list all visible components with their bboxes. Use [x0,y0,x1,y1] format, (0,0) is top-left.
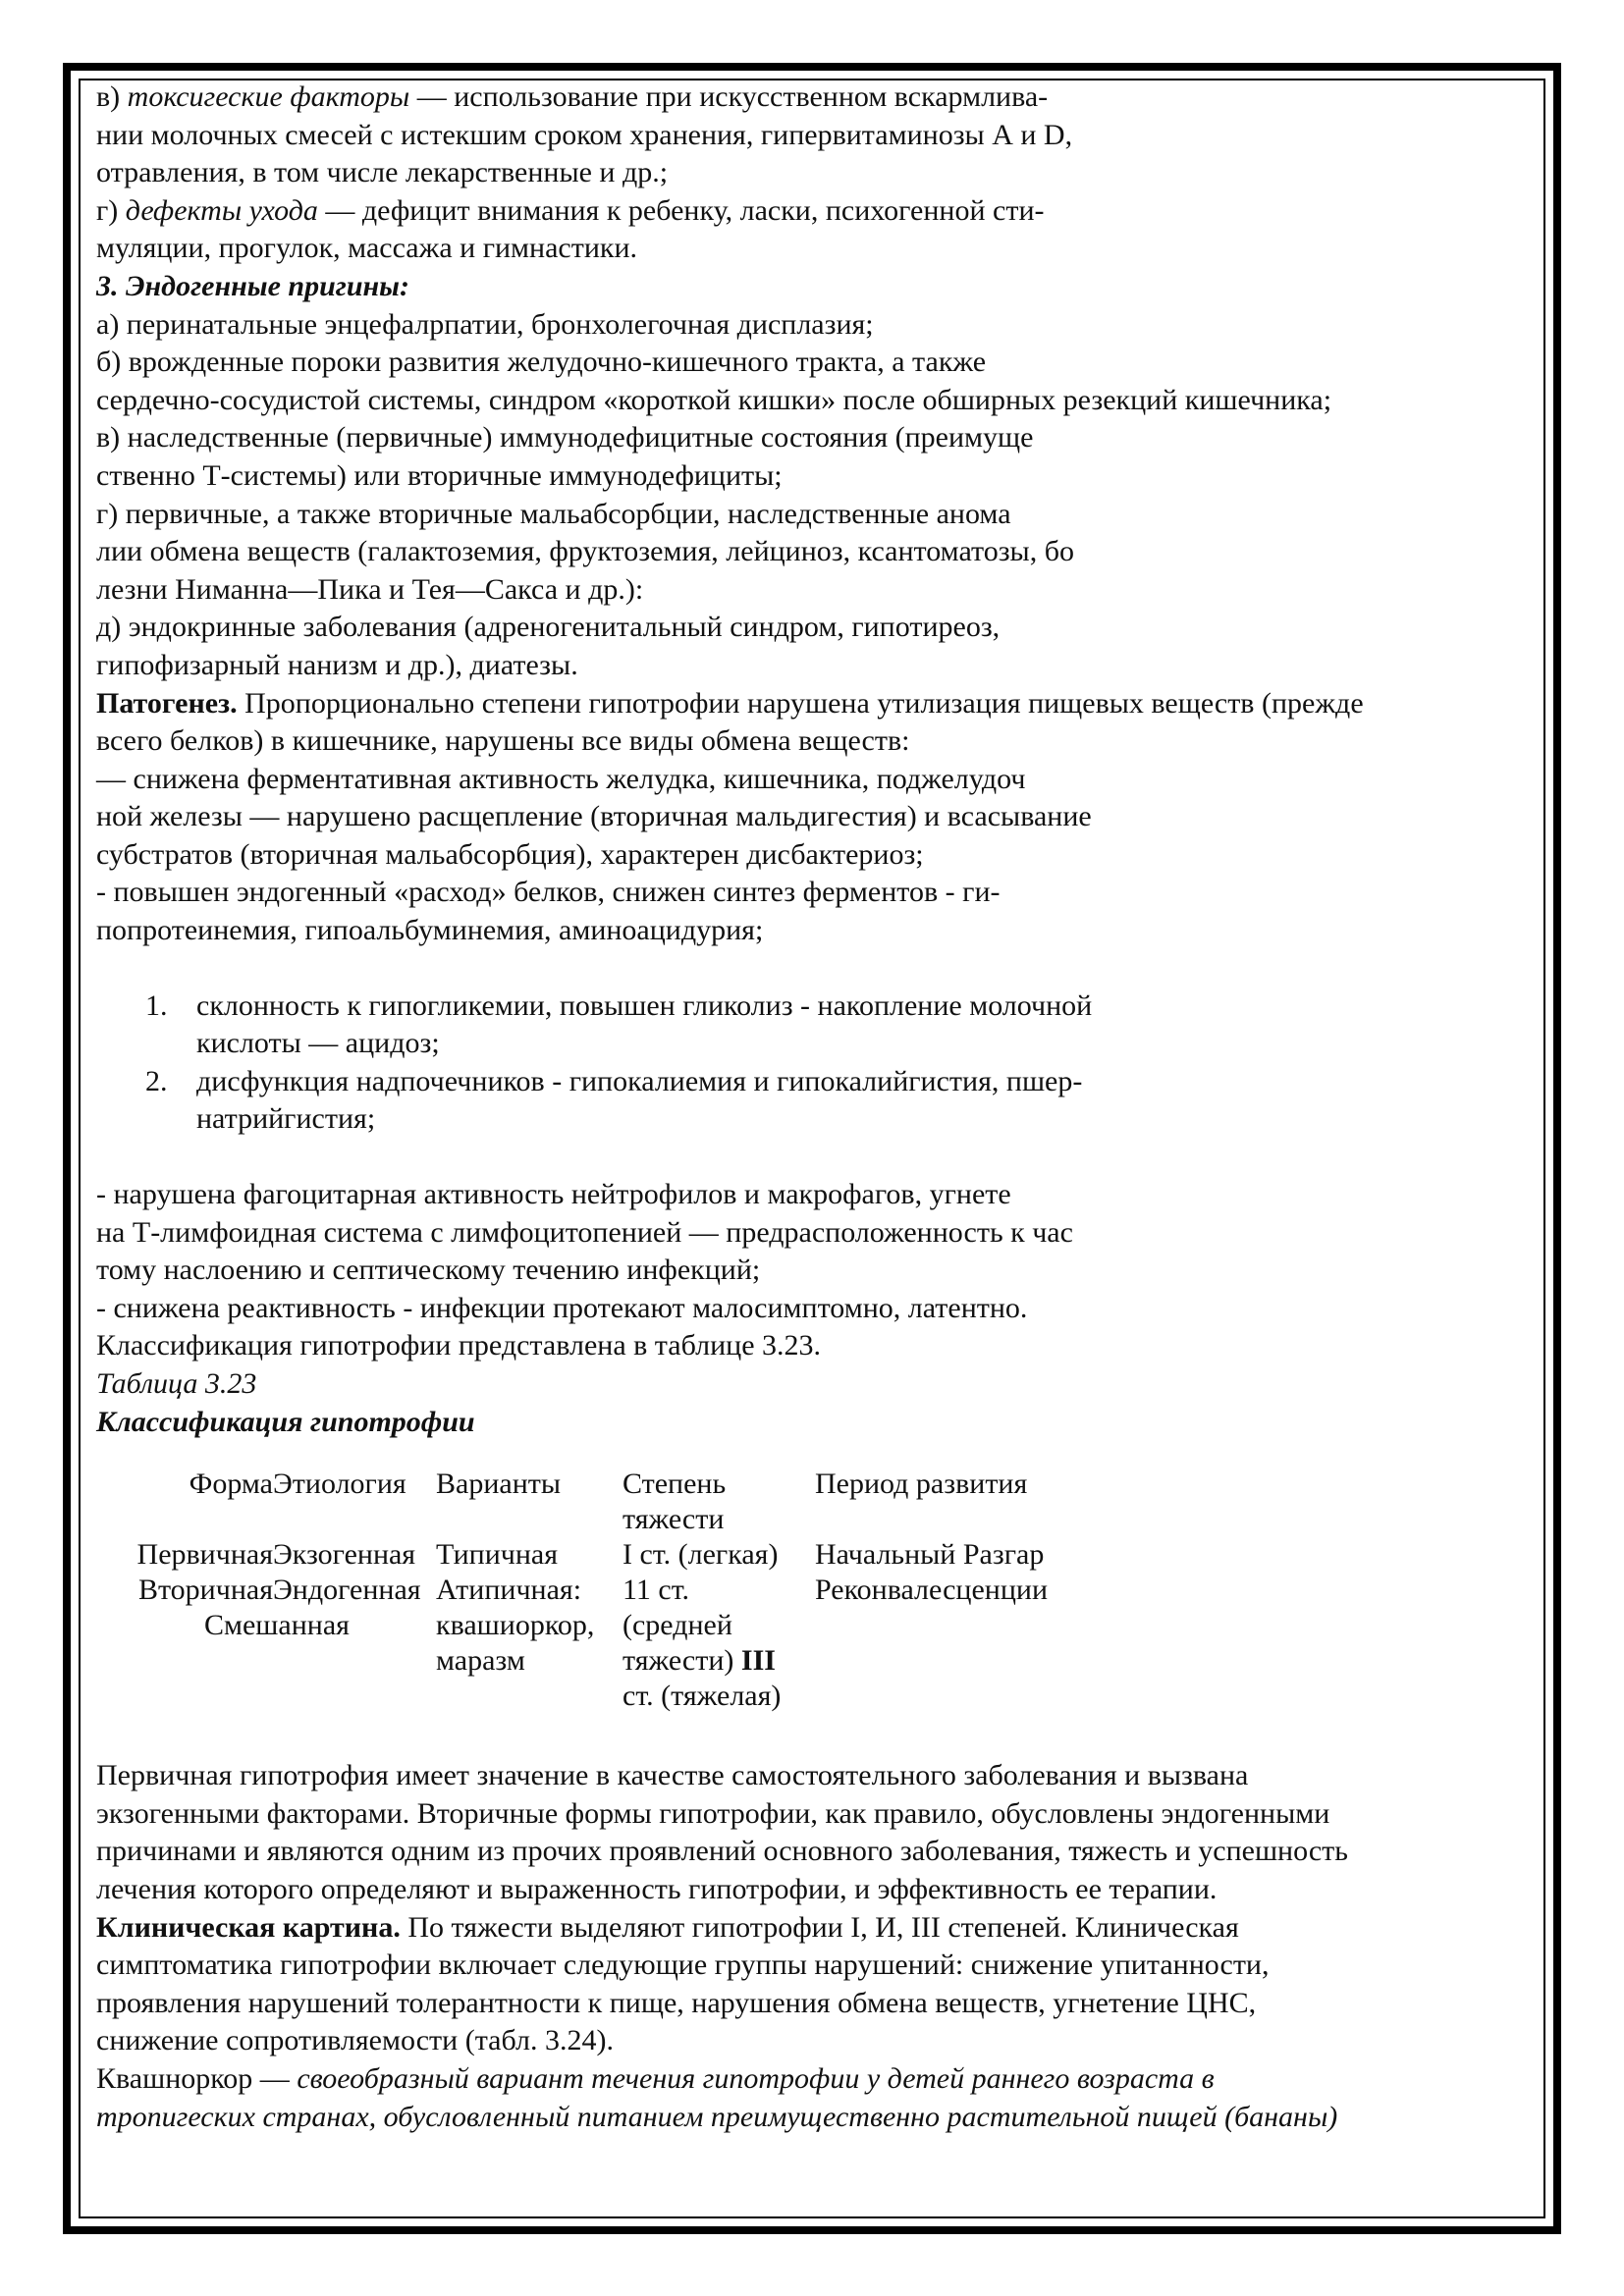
text-line: отравления, в том числе лекарственные и др.; [96,156,669,189]
text-line: сердечно-сосудистой системы, синдром «короткой кишки» после обширных резекций кишечника; [96,383,1332,416]
text-line: гипофизарный нанизм и др.), диатезы. [96,648,578,681]
section-heading: 3. Эндогенные пригины: [96,269,409,302]
text-line: проявления нарушений толерантности к пище, нарушения обмена веществ, угнетение ЦНС, [96,1986,1257,2019]
table-cell: Типичная Атипичная: квашиоркор, маразм [436,1538,595,1678]
table-row [96,1537,1139,1714]
table-header: Этиология [273,1468,406,1501]
table-header: Период развития [815,1468,1028,1501]
table-cell: Первичная Вторичная [136,1538,273,1607]
text-line: г) дефекты ухода — дефицит внимания к ребенку, ласки, психогенной сти- [96,193,1045,227]
text-line: ственно Т-системы) или вторичные иммунодефициты; [96,458,783,492]
table-caption: Таблица 3.23 [96,1367,257,1400]
text-line: г) первичные, а также вторичные мальабсорбции, наследственные анома [96,497,1011,530]
classification-table [96,1467,1139,1714]
text-line: - нарушена фагоцитарная активность нейтрофилов и макрофагов, угнете [96,1178,1011,1211]
text-line: лечения которого определяют и выраженность гипотрофии, и эффективность ее терапии. [96,1872,1218,1905]
table-header: Варианты [436,1468,562,1501]
text-line: симптоматика гипотрофии включает следующие группы нарушений: снижение упитанности, [96,1949,1270,1982]
text-line: лии обмена веществ (галактоземия, фруктоземия, лейциноз, ксантоматозы, бо [96,535,1074,568]
table-header: Степень тяжести [623,1468,727,1536]
text-line: тропигеских странах, обусловленный питанием преимущественно растительной пищей (бананы) [96,2100,1338,2133]
text-line: муляции, прогулок, массажа и гимнастики. [96,232,638,265]
kwashiorkor-paragraph: Квашноркор — своеобразный вариант течения гипотрофии у детей раннего возраста в [96,2061,1215,2095]
text-line: тому наслоению и септическому течению инфекций; [96,1254,761,1287]
table-cell: I ст. (легкая) 11 ст. (средней тяжести) III ст. (тяжелая) [623,1538,782,1713]
list-item: 2. дисфункция надпочечников - гипокалиемия и гипокалийгистия, пшер- натрийгистия; [145,1064,1083,1136]
text-line: - снижена реактивность - инфекции протекают малосимптомно, латентно. [96,1291,1028,1324]
text-line: Первичная гипотрофия имеет значение в качестве самостоятельного заболевания и вызвана [96,1759,1249,1792]
text-line: в) токсигеские факторы — использование при искусственном вскармлива- [96,80,1049,113]
text-line: попротеинемия, гипоальбуминемия, аминоацидурия; [96,914,764,947]
text-line: в) наследственные (первичные) иммунодефицитные состояния (преимуще [96,421,1034,454]
text-line: ной железы — нарушено расщепление (вторичная мальдигестия) и всасывание [96,800,1092,833]
pathogenesis-label: Патогенез. [96,686,238,720]
table-cell: Начальный Разгар Реконвалесценции [815,1538,1048,1607]
clinical-paragraph: Клиническая картина. По тяжести выделяют гипотрофии I, И, III степеней. Клиническая [96,1910,1239,1944]
text-line: снижение сопротивляемости (табл. 3.24). [96,2024,614,2057]
text-line: б) врожденные пороки развития желудочно-кишечного тракта, а также [96,346,987,379]
text-line: на Т-лимфоидная система с лимфоцитопенией — предрасположенность к час [96,1215,1073,1249]
text-line: субстратов (вторичная мальабсорбция), характерен дисбактериоз; [96,837,924,871]
text-line: причинами и являются одним из прочих проявлений основного заболевания, тяжесть и успешность [96,1835,1348,1868]
table-title: Классификация гипотрофии [96,1405,475,1438]
table-header-row [96,1467,1139,1537]
text-line: нии молочных смесей с истекшим сроком хранения, гипервитаминозы А и D, [96,118,1073,151]
text-line: всего белков) в кишечнике, нарушены все виды обмена веществ: [96,724,910,758]
text-line: лезни Ниманна—Пика и Тея—Сакса и др.): [96,572,644,606]
pathogenesis-paragraph: Патогенез. Пропорционально степени гипотрофии нарушена утилизация пищевых веществ (прежде [96,686,1364,720]
page-content [96,79,1530,2136]
text-line: а) перинатальные энцефалрпатии, бронхолегочная дисплазия; [96,307,874,341]
text-line: — снижена ферментативная активность желудка, кишечника, поджелудоч [96,762,1026,795]
table-header: Форма [189,1468,273,1501]
text-line: - повышен эндогенный «расход» белков, снижен синтез ферментов - ги- [96,876,1001,909]
text-line: экзогенными факторами. Вторичные формы гипотрофии, как правило, обусловлены эндогенными [96,1796,1330,1830]
table-cell: Экзогенная Эндогенная Смешанная [204,1538,421,1642]
text-line: Классификация гипотрофии представлена в таблице 3.23. [96,1329,822,1362]
clinical-label: Клиническая картина. [96,1910,401,1944]
text-line: д) эндокринные заболевания (адреногенитальный синдром, гипотиреоз, [96,611,1001,644]
list-item: 1. склонность к гипогликемии, повышен гликолиз - накопление молочной кислоты — ацидоз; [145,988,1093,1060]
